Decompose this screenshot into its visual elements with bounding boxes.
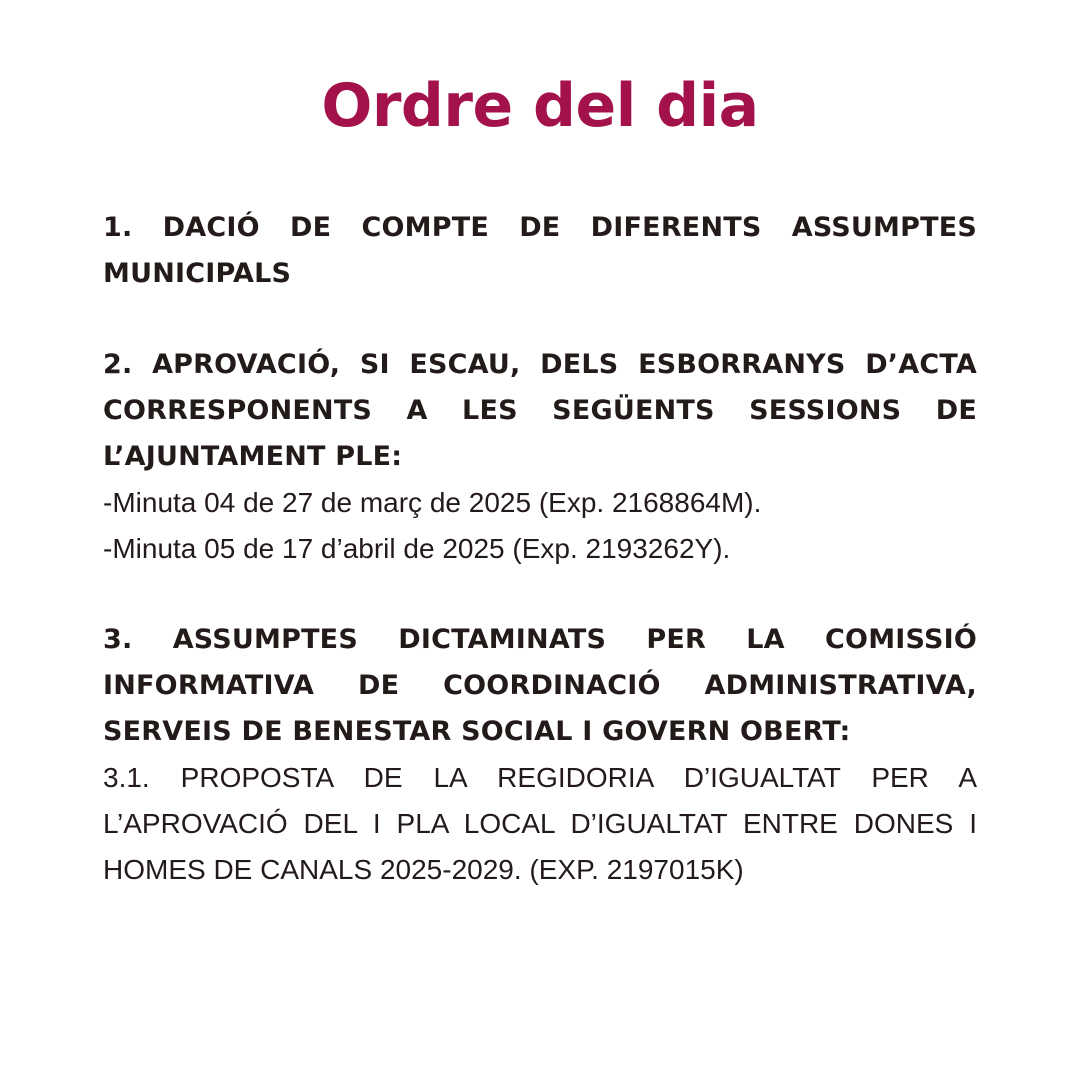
agenda-item-2	[103, 342, 977, 572]
agenda-item-heading: 2. APROVACIÓ, SI ESCAU, DELS ESBORRANYS D’ACTA CORRESPONENTS A LES SEGÜENTS SESSIONS DE L’AJUNTAMENT PLE:	[103, 349, 977, 472]
agenda-subitem: 3.1. PROPOSTA DE LA REGIDORIA D’IGUALTAT PER A L’APROVACIÓ DEL I PLA LOCAL D’IGUALTAT ENTRE DONES I HOMES DE CANALS 2025-2029. (EXP. 2197015K)	[103, 762, 977, 885]
agenda-item-heading: 3. ASSUMPTES DICTAMINATS PER LA COMISSIÓ INFORMATIVA DE COORDINACIÓ ADMINISTRATIVA, SERVEIS DE BENESTAR SOCIAL I GOVERN OBERT:	[103, 624, 977, 747]
agenda-list	[103, 205, 977, 893]
agenda-item-1	[103, 205, 977, 297]
page-title: Ordre del dia	[321, 71, 759, 141]
agenda-item-3	[103, 617, 977, 893]
agenda-item-heading: 1. DACIÓ DE COMPTE DE DIFERENTS ASSUMPTES MUNICIPALS	[103, 212, 977, 289]
agenda-subitem: -Minuta 05 de 17 d’abril de 2025 (Exp. 2193262Y).	[103, 533, 731, 564]
agenda-subitem: -Minuta 04 de 27 de març de 2025 (Exp. 2168864M).	[103, 487, 762, 518]
